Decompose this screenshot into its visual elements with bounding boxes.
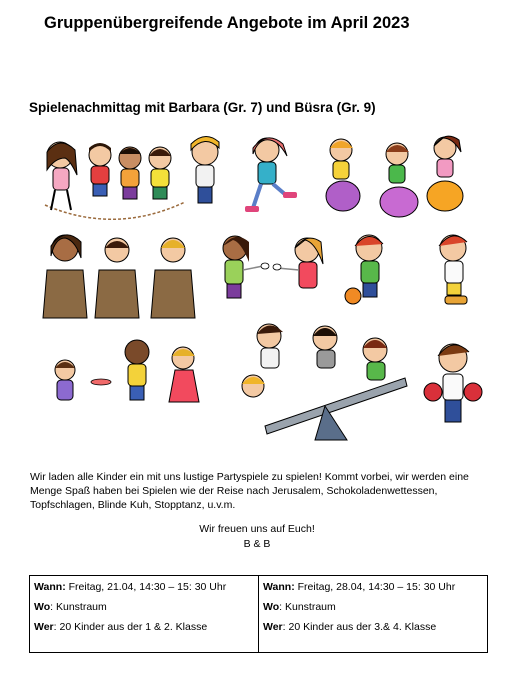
closing-line: Wir freuen uns auf Euch!	[199, 523, 315, 535]
page-title: Gruppenübergreifende Angebote im April 2023	[44, 14, 410, 32]
child-boxing-icon	[424, 344, 482, 422]
signature: B & B	[243, 538, 271, 550]
when-label: Wann:	[34, 581, 66, 593]
children-bouncing-balls-icon	[326, 136, 463, 217]
when-value: Freitag, 28.04, 14:30 – 15: 30 Uhr	[294, 581, 456, 593]
session-cell	[30, 576, 259, 653]
session-who	[34, 620, 254, 640]
when-label: Wann:	[263, 581, 295, 593]
session-when	[263, 580, 483, 600]
where-label: Wo	[263, 601, 280, 613]
session-who	[263, 620, 483, 640]
who-value: : 20 Kinder aus der 3.& 4. Klasse	[282, 621, 437, 633]
where-value: : Kunstraum	[50, 601, 107, 613]
session-when	[34, 580, 254, 600]
children-skipping-rope-icon	[45, 136, 219, 219]
children-frisbee-icon	[55, 340, 199, 402]
session-cell	[259, 576, 488, 653]
child-ball-icon	[345, 235, 383, 304]
session-where	[34, 600, 254, 620]
child-jumping-icon	[439, 235, 467, 304]
children-sack-race-icon	[43, 235, 195, 318]
where-label: Wo	[34, 601, 51, 613]
children-seesaw-icon	[242, 324, 407, 440]
who-label: Wer	[263, 621, 283, 633]
when-value: Freitag, 21.04, 14:30 – 15: 30 Uhr	[65, 581, 227, 593]
table-row	[30, 576, 488, 653]
intro-text: Wir laden alle Kinder ein mit uns lustige Partyspiele zu spielen! Kommt vorbei, wir werden eine Menge Spaß haben bei Spielen wie der Reise nach Jerusalem, Schokoladenwettessen, Topfschlagen, Blinde Kuh, Stopptanz, u.v.m.	[30, 471, 469, 511]
who-label: Wer	[34, 621, 54, 633]
who-value: : 20 Kinder aus der 1 & 2. Klasse	[53, 621, 208, 633]
schedule-table	[29, 575, 488, 653]
child-rollerskating-icon	[245, 138, 297, 212]
event-subtitle: Spielenachmittag mit Barbara (Gr. 7) und Büsra (Gr. 9)	[29, 100, 376, 115]
where-value: : Kunstraum	[279, 601, 336, 613]
children-games-illustration	[25, 130, 495, 455]
children-egg-spoon-race-icon	[223, 236, 323, 298]
session-where	[263, 600, 483, 620]
